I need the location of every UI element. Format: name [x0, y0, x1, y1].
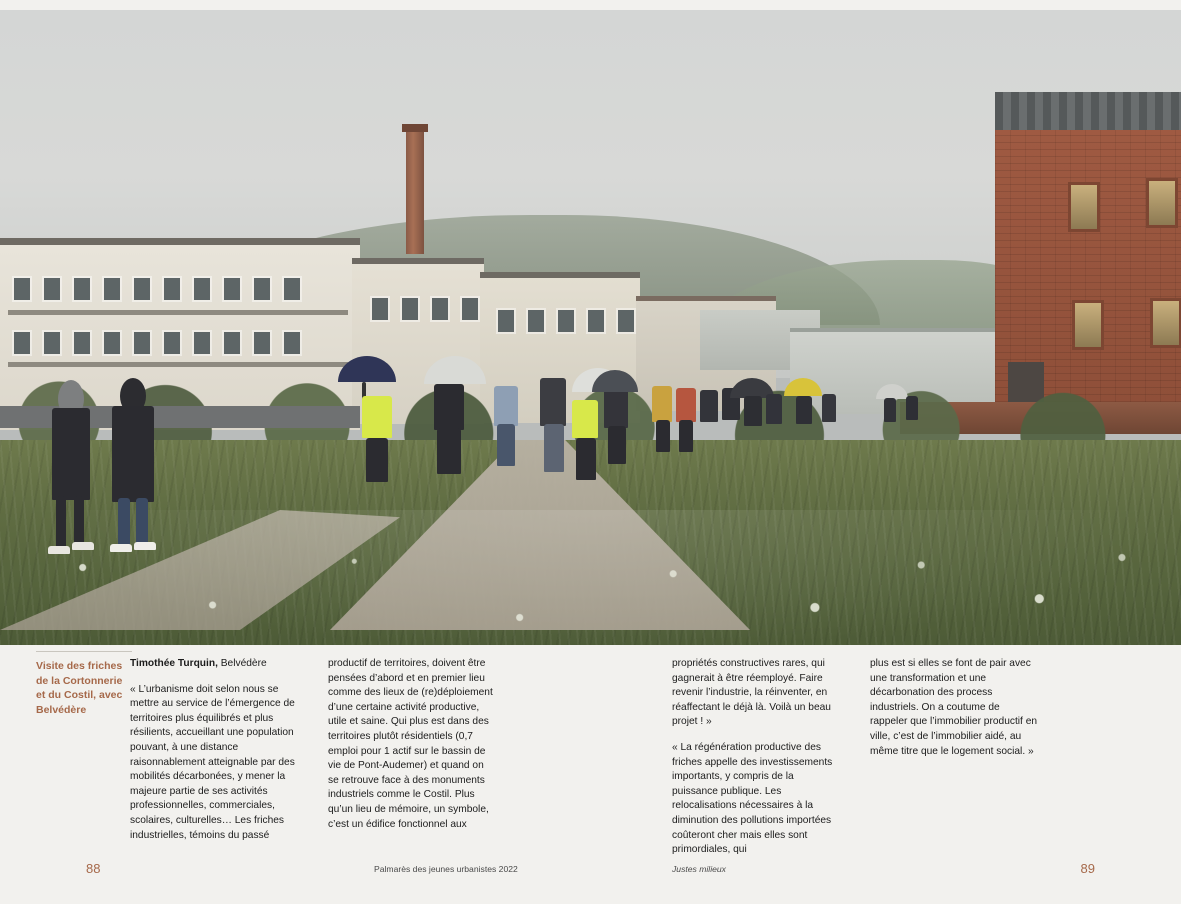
walker-legs: [608, 426, 626, 464]
walker-body: [112, 406, 154, 502]
walker-body: [494, 386, 518, 426]
brick-window: [1072, 300, 1104, 350]
walker-leg: [136, 498, 148, 546]
window: [164, 332, 180, 354]
window: [44, 278, 60, 300]
wildflowers: [0, 530, 1181, 645]
window: [104, 332, 120, 354]
window-row: [372, 298, 478, 320]
photo-caption: Visite des friches de la Cortonnerie et du Costil, avec Belvédère: [36, 660, 123, 716]
column-1: [130, 657, 298, 854]
walker-legs: [366, 438, 388, 482]
walker-body: [652, 386, 672, 422]
window: [74, 332, 90, 354]
walker-legs: [544, 424, 564, 472]
window: [462, 298, 478, 320]
walker-body: [434, 384, 464, 430]
walker-hi-vis: [572, 400, 598, 438]
walker-body: [796, 396, 812, 424]
window: [498, 310, 514, 332]
walker-shoe: [134, 542, 156, 550]
window: [528, 310, 544, 332]
window: [194, 332, 210, 354]
walker-body: [822, 394, 836, 422]
window: [134, 332, 150, 354]
walker-body: [700, 390, 718, 422]
page-number-right: 89: [1080, 861, 1095, 876]
column-4: [870, 657, 1038, 770]
brick-window: [1150, 298, 1181, 348]
photo-visite-friches: [0, 10, 1181, 645]
factory-chimney: [406, 128, 424, 254]
footer-publication-title: Palmarès des jeunes urbanistes 2022: [374, 864, 518, 874]
window: [44, 332, 60, 354]
page-number-left: 88: [86, 861, 101, 876]
walker-legs: [679, 420, 693, 452]
window: [224, 278, 240, 300]
window-row: [498, 310, 634, 332]
caption-rule: [36, 651, 132, 652]
window-row: [14, 278, 300, 300]
walker-body: [884, 398, 896, 422]
walker-shoe: [48, 546, 70, 554]
byline: [130, 657, 298, 672]
column-3: [672, 657, 840, 869]
chimney-cap: [402, 124, 428, 132]
window: [224, 332, 240, 354]
window: [402, 298, 418, 320]
paragraph: propriétés constructives rares, qui gagnerait à être réemployé. Faire revenir l’industrie, la réinventer, en réaffectant le déjà là. Voilà un beau projet ! »: [672, 658, 831, 728]
walker-shoe: [110, 544, 132, 552]
window: [284, 278, 300, 300]
walker-body: [676, 388, 696, 422]
walker-leg: [74, 496, 84, 548]
window: [14, 332, 30, 354]
window: [372, 298, 388, 320]
window: [194, 278, 210, 300]
walker-shoe: [72, 542, 94, 550]
walker-body: [52, 408, 90, 500]
walker-legs: [576, 438, 596, 480]
footer-section-title: Justes milieux: [672, 864, 726, 874]
byline-org: Belvédère: [220, 658, 267, 669]
brick-window: [1068, 182, 1100, 232]
text-area: [0, 645, 1181, 904]
paragraph: « L’urbanisme doit selon nous se mettre au service de l’émergence de territoires plus équilibrés et plus résilients, accueillant une population pouvant, à une distance raisonnablement atteignable par des mobilités décarbonées, y mener la majeure partie de ses activités professionnelles, commerciales, scolaires, culturelles… Les friches industrielles, témoins du passé: [130, 683, 295, 841]
window: [104, 278, 120, 300]
window: [284, 332, 300, 354]
window: [618, 310, 634, 332]
window: [164, 278, 180, 300]
paragraph: « La régénération productive des friches appelle des investissements importants, y compris de la puissance publique. Les relocalisations nécessaires à la diminution des pollutions importées coûteront cher mais elles sont primordiales, qui: [672, 741, 833, 856]
walker-legs: [497, 424, 515, 466]
paragraph: plus est si elles se font de pair avec une transformation et une décarbonation des process industriels. On a coutume de rappeler que l’immobilier productif en ville, c’est de l’immobilier aidé, au même titre que le logement social. »: [870, 658, 1038, 757]
byline-name: Timothée Turquin,: [130, 658, 218, 669]
window: [134, 278, 150, 300]
walker-hi-vis: [362, 396, 392, 438]
window: [588, 310, 604, 332]
walker-leg: [56, 496, 66, 548]
window: [254, 332, 270, 354]
walker-body: [906, 396, 918, 420]
walker-body: [540, 378, 566, 426]
walker-leg: [118, 498, 130, 546]
walker-body: [766, 394, 782, 424]
walker-legs: [656, 420, 670, 452]
window: [558, 310, 574, 332]
window: [14, 278, 30, 300]
window: [432, 298, 448, 320]
walker-legs: [437, 428, 461, 474]
window: [254, 278, 270, 300]
walker-body: [744, 396, 762, 426]
balcony-rail: [8, 310, 348, 315]
column-2: [328, 657, 496, 843]
brick-window: [1146, 178, 1178, 228]
paragraph: productif de territoires, doivent être pensées d’abord et en premier lieu comme des lieux de (re)déploiement d’une certaine activité productive, utile et saine. Qui plus est dans des territoires plutôt résidentiels (0,7 emploi pour 1 actif sur le bassin de vie de Pont-Audemer) et quand on se retrouve face à des monuments industriels comme le Costil. Plus qu’un lieu de mémoire, un symbole, c’est un édifice fonctionnel aux: [328, 658, 493, 830]
window: [74, 278, 90, 300]
window-row: [14, 332, 300, 354]
